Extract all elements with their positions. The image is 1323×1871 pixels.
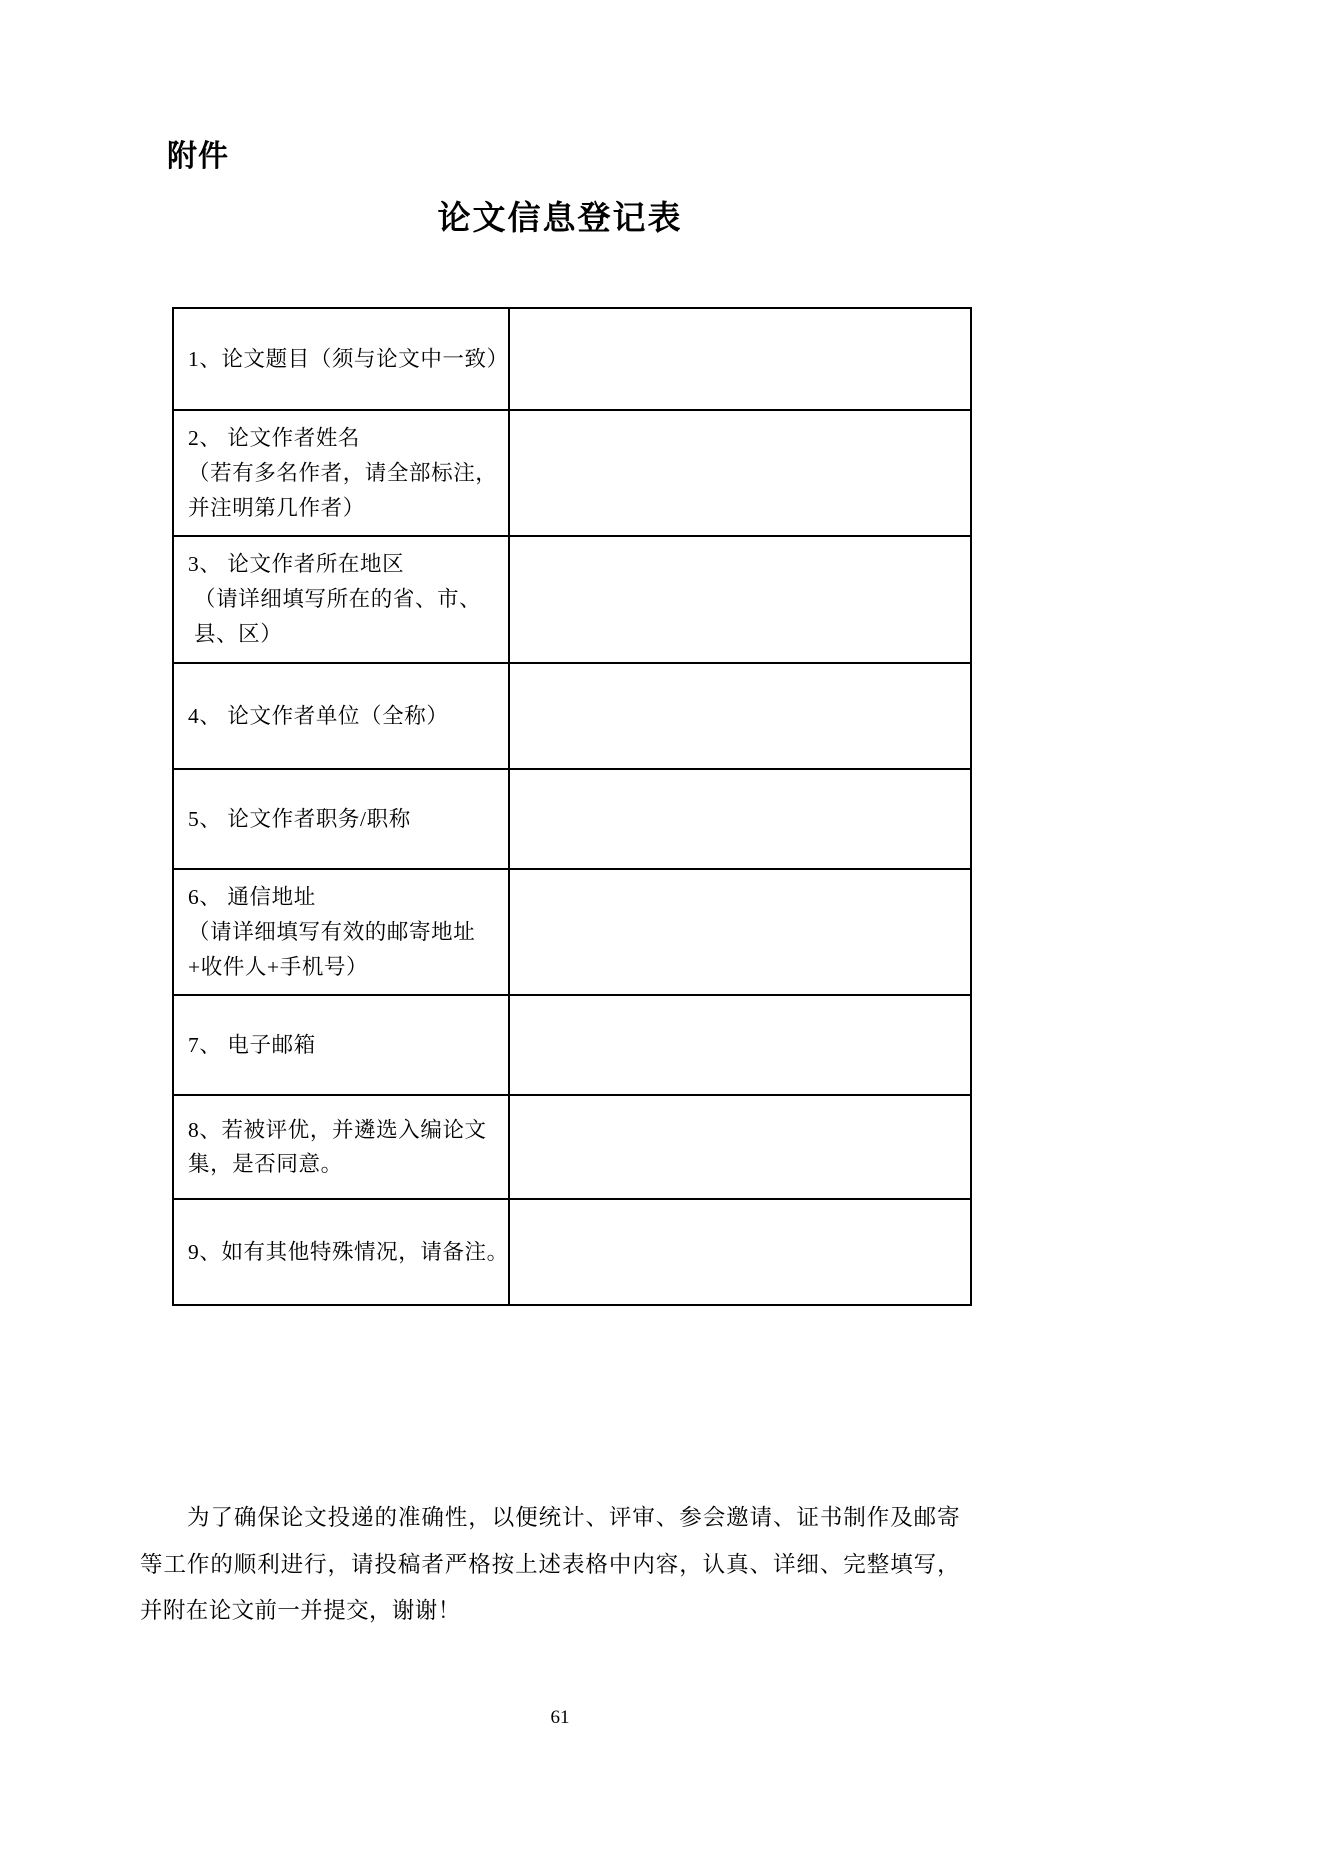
form-field-input-2[interactable] (509, 410, 971, 536)
form-field-label-line: （请详细填写所在的省、市、 (188, 587, 482, 612)
form-field-label-8 (173, 1095, 509, 1199)
form-field-label-line: +收件人+手机号） (188, 954, 369, 979)
table-row (173, 663, 971, 769)
form-field-label-line: 8、若被评优，并遴选入编论文 (188, 1117, 487, 1142)
form-field-label-line: 2、 论文作者姓名 (188, 426, 361, 450)
form-field-label-3 (173, 536, 509, 662)
form-field-label-5 (173, 769, 509, 869)
form-field-input-1[interactable] (509, 308, 971, 410)
form-field-label-7 (173, 995, 509, 1095)
paper-info-form-table (172, 307, 972, 1306)
form-field-label-line: （若有多名作者，请全部标注， (188, 460, 498, 485)
form-field-label-4 (173, 663, 509, 769)
form-field-input-5[interactable] (509, 769, 971, 869)
page-title: 论文信息登记表 (437, 201, 683, 237)
form-field-label-line: 集，是否同意。 (188, 1152, 343, 1177)
table-row (173, 869, 971, 995)
form-field-label-line: 并注明第几作者） (188, 495, 365, 520)
page-number: 61 (550, 1707, 570, 1728)
form-field-label-line: 3、 论文作者所在地区 (188, 552, 405, 577)
form-field-label-line: 7、 电子邮箱 (188, 1033, 316, 1058)
form-field-input-8[interactable] (509, 1095, 971, 1199)
form-field-label-line: 1、论文题目（须与论文中一致） (188, 346, 509, 371)
form-field-label-line: 县、区） (188, 622, 283, 647)
form-field-label-6 (173, 869, 509, 995)
attachment-label: 附件 (167, 140, 229, 173)
form-field-label-2 (173, 410, 509, 536)
table-row (173, 410, 971, 536)
table-row (173, 1095, 971, 1199)
form-field-label-1 (173, 308, 509, 410)
form-field-label-line: 9、如有其他特殊情况，请备注。 (188, 1240, 509, 1265)
form-field-input-6[interactable] (509, 869, 971, 995)
form-field-label-line: 4、 论文作者单位（全称） (188, 703, 449, 728)
table-row (173, 1199, 971, 1305)
form-field-label-line: （请详细填写有效的邮寄地址 (188, 919, 476, 944)
closing-note: 为了确保论文投递的准确性，以便统计、评审、参会邀请、证书制作及邮寄等工作的顺利进行，请投稿者严格按上述表格中内容，认真、详细、完整填写，并附在论文前一并提交，谢谢！ (140, 1505, 960, 1624)
form-table-body (173, 308, 971, 1305)
form-field-input-7[interactable] (509, 995, 971, 1095)
form-field-label-line: 6、 通信地址 (188, 884, 316, 909)
form-field-input-9[interactable] (509, 1199, 971, 1305)
form-field-input-3[interactable] (509, 536, 971, 662)
table-row (173, 769, 971, 869)
form-field-label-line: 5、 论文作者职务/职称 (188, 806, 411, 831)
table-row (173, 308, 971, 410)
form-field-input-4[interactable] (509, 663, 971, 769)
form-field-label-9 (173, 1199, 509, 1305)
table-row (173, 536, 971, 662)
table-row (173, 995, 971, 1095)
